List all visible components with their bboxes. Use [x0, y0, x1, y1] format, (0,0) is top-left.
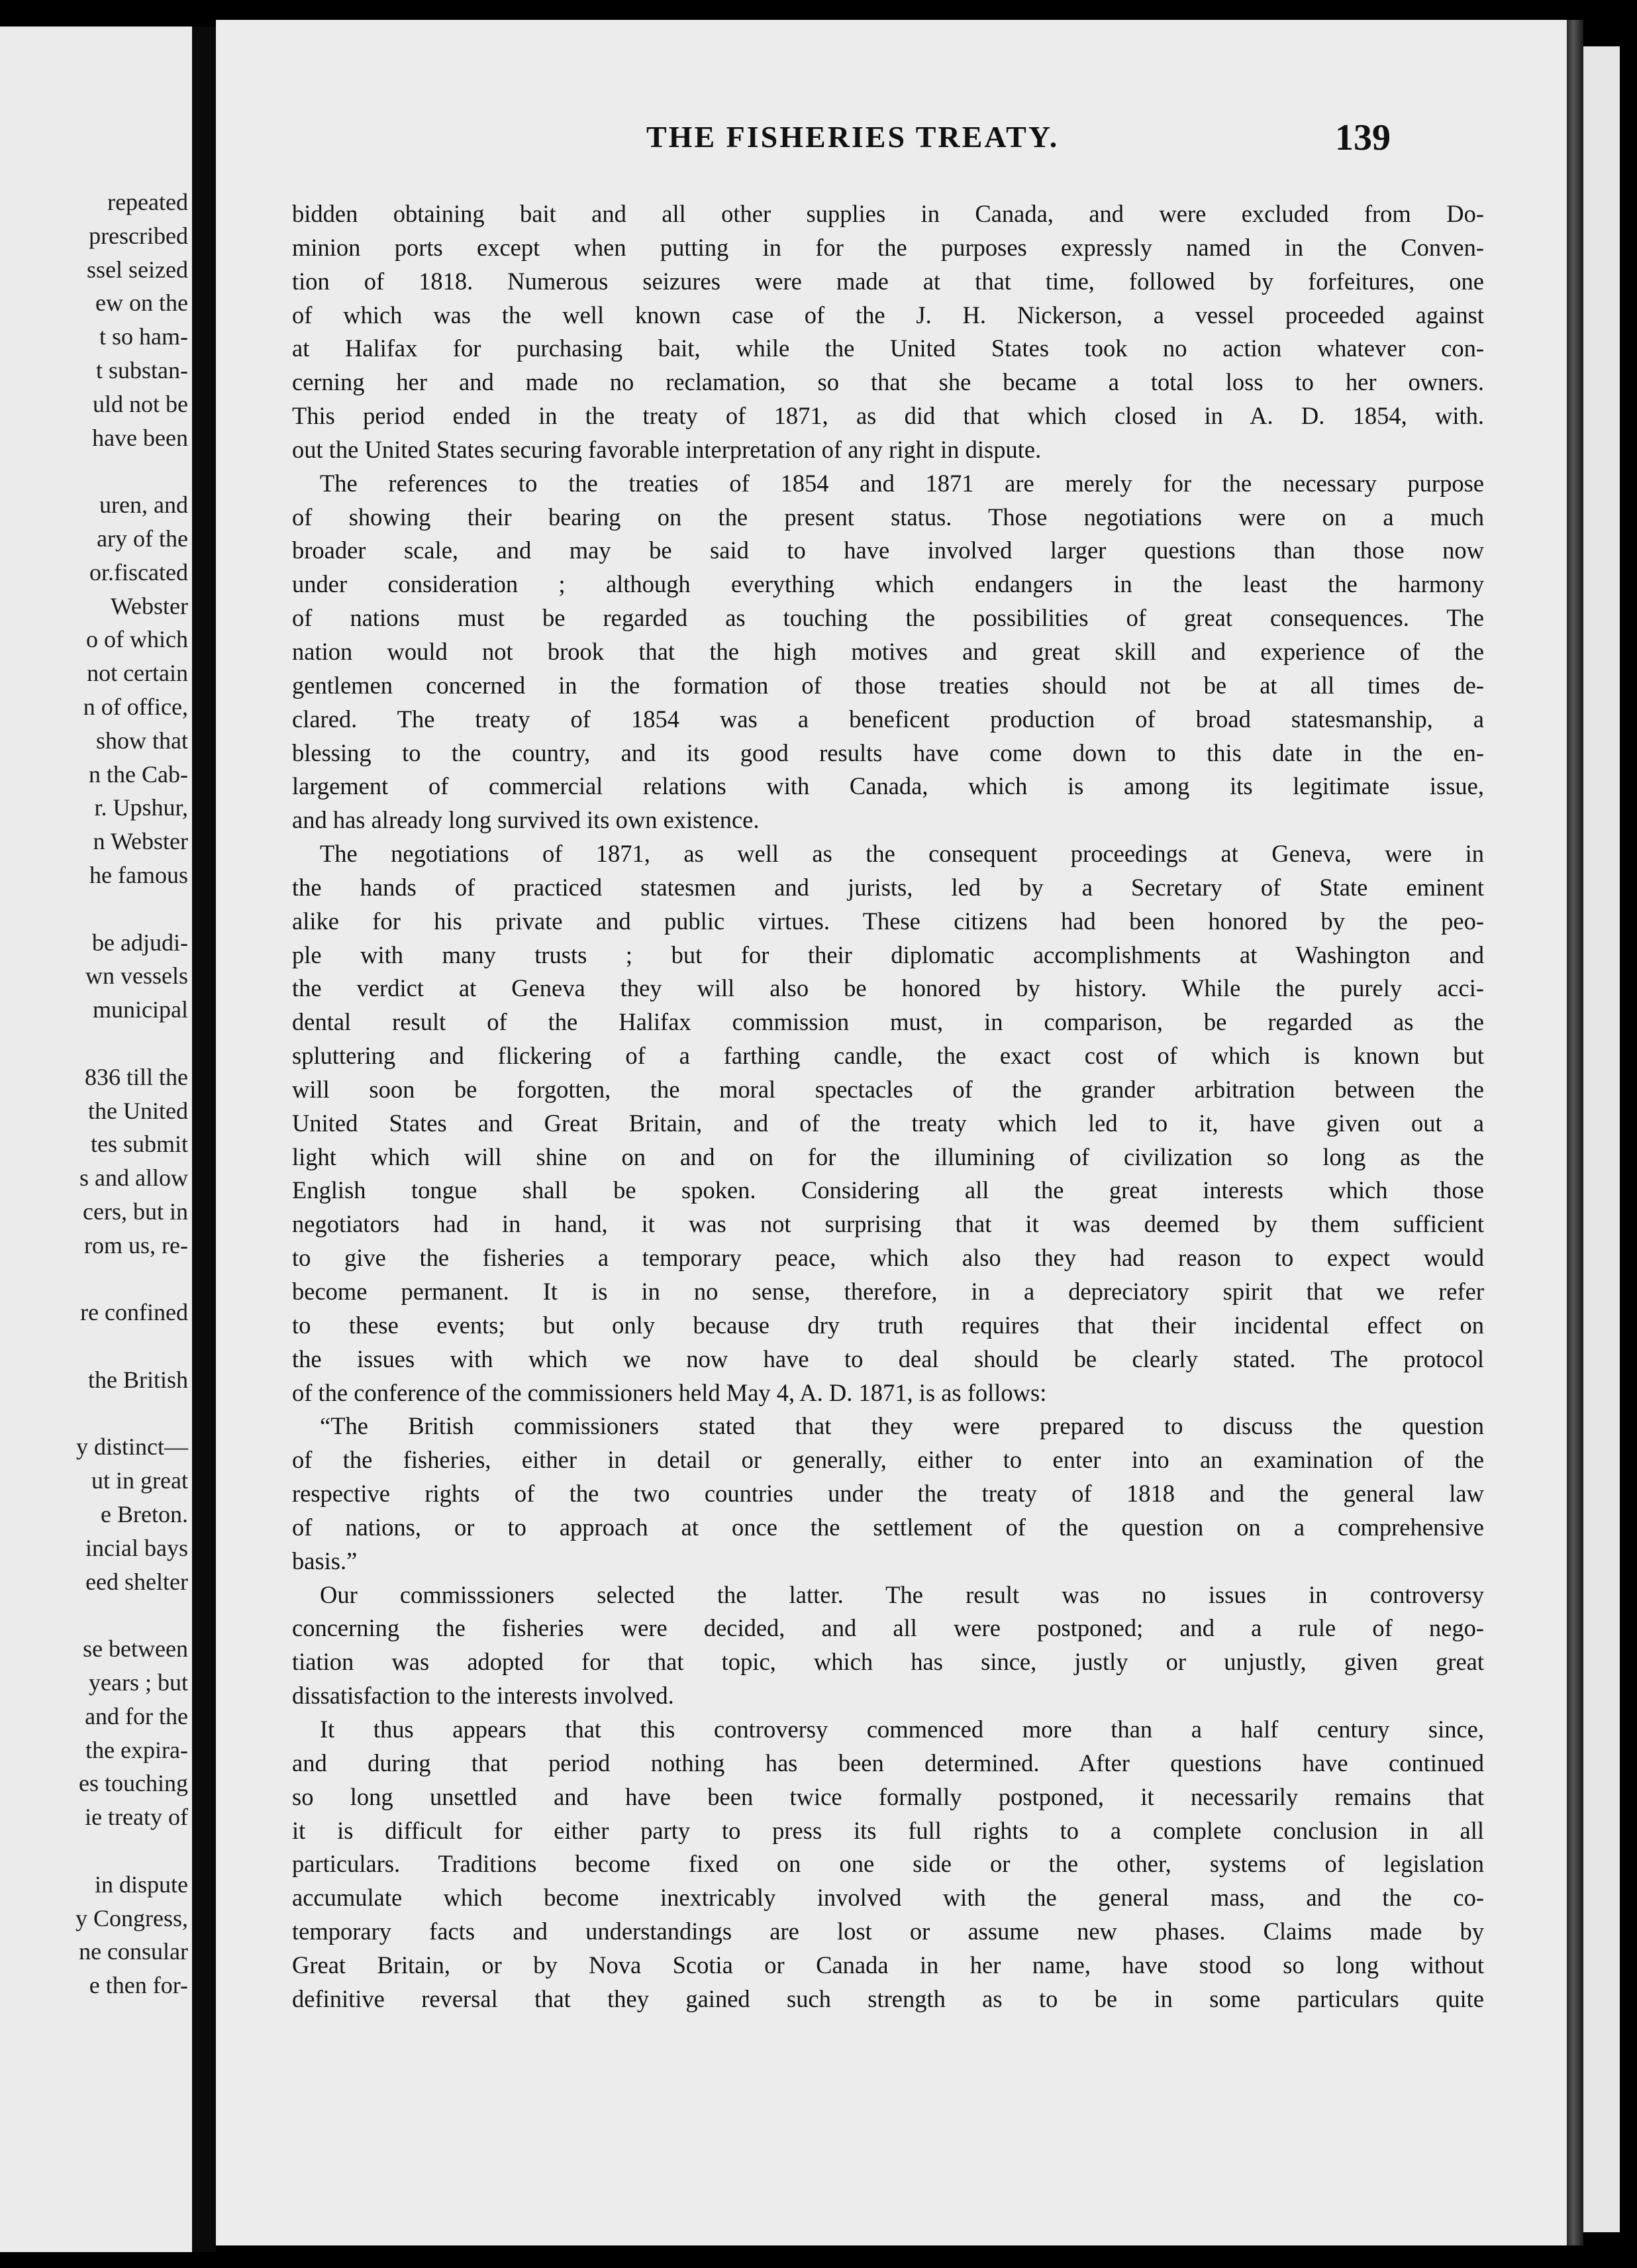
text-line: blessing to the country, and its good results have come down to this date in the en- [292, 739, 1484, 766]
left-page-line: show that [96, 727, 188, 754]
left-page-line: tes submit [90, 1131, 188, 1158]
text-line: under consideration ; although everything which endangers in the least the harmony [292, 570, 1484, 598]
left-page-line: y distinct— [76, 1433, 188, 1461]
left-page-line: y Congress, [75, 1904, 188, 1932]
main-page [216, 20, 1583, 2245]
left-page-line: years ; but [89, 1669, 188, 1696]
left-page-text [0, 185, 192, 2002]
left-page-line: the British [88, 1366, 188, 1393]
left-page-line: have been [92, 424, 188, 451]
left-page-line: he famous [89, 861, 188, 888]
text-line: the hands of practiced statesmen and jurists, led by a Secretary of State eminent [292, 873, 1484, 901]
left-page-line: in dispute [95, 1871, 188, 1898]
text-line: light which will shine on and on for the illumining of civilization so long as the [292, 1143, 1484, 1170]
left-page-line: r. Upshur, [94, 794, 188, 821]
left-page-line [0, 1834, 192, 1868]
left-page-line: Webster [110, 592, 188, 619]
text-line: of the conference of the commissioners held May 4, A. D. 1871, is as follows: [292, 1378, 1047, 1406]
left-page-line: o of which [86, 626, 188, 653]
text-line: of nations must be regarded as touching the possibilities of great consequences. The [292, 604, 1484, 632]
left-page-line: wn vessels [85, 962, 188, 990]
left-page-line: municipal [93, 996, 188, 1023]
text-line: clared. The treaty of 1854 was a beneficent production of broad statesmanship, a [292, 705, 1484, 733]
text-line: of the fisheries, either in detail or generally, either to enter into an examination of the [292, 1446, 1484, 1474]
text-line: become permanent. It is in no sense, therefore, in a depreciatory spirit that we refer [292, 1278, 1484, 1305]
left-facing-page [0, 26, 192, 2252]
left-page-line: the expira- [85, 1736, 188, 1763]
left-page-line: ssel seized [87, 256, 188, 283]
text-line: bidden obtaining bait and all other supplies in Canada, and were excluded from Do- [292, 200, 1484, 227]
text-line: concerning the fisheries were decided, and all were postponed; and a rule of nego- [292, 1614, 1484, 1642]
text-line: to give the fisheries a temporary peace, which also they had reason to expect would [292, 1244, 1484, 1272]
book-gutter [192, 26, 216, 2252]
left-page-line: uren, and [99, 491, 188, 519]
text-line: “The British commissioners stated that they were prepared to discuss the question [320, 1412, 1484, 1440]
text-line: largement of commercial relations with Canada, which is among its legitimate issue, [292, 772, 1484, 800]
page-header-title: THE FISHERIES TREATY. [646, 120, 1060, 154]
text-line: so long unsettled and have been twice formally postponed, it necessarily remains that [292, 1782, 1484, 1810]
text-line: Our commisssioners selected the latter. The result was no issues in controversy [320, 1580, 1484, 1608]
text-line: of showing their bearing on the present status. Those negotiations were on a much [292, 503, 1484, 531]
left-page-line: t substan- [96, 356, 188, 384]
left-page-line: e then for- [89, 1972, 188, 1999]
text-line: negotiators had in hand, it was not surprising that it was deemed by them sufficient [292, 1210, 1484, 1238]
left-page-line: s and allow [79, 1164, 188, 1192]
right-page-edge [1583, 46, 1620, 2232]
text-line: tion of 1818. Numerous seizures were made at that time, followed by forfeitures, one [292, 267, 1484, 295]
text-line: minion ports except when putting in for the purposes expressly named in the Conven- [292, 233, 1484, 261]
left-page-line: n the Cab- [89, 760, 188, 788]
text-line: broader scale, and may be said to have involved larger questions than those now [292, 537, 1484, 564]
text-line: tiation was adopted for that topic, which has since, justly or unjustly, given great [292, 1648, 1484, 1676]
text-line: The references to the treaties of 1854 and 1871 are merely for the necessary purpose [320, 469, 1484, 497]
left-page-line: n of office, [83, 693, 188, 720]
left-page-line [0, 1598, 192, 1632]
left-page-line: 836 till the [85, 1063, 188, 1090]
left-page-line: ne consular [79, 1938, 188, 1965]
left-page-line [0, 1329, 192, 1363]
text-line: out the United States securing favorable interpretation of any right in dispute. [292, 435, 1042, 463]
left-page-line: be adjudi- [92, 929, 188, 956]
text-line: Great Britain, or by Nova Scotia or Canada in her name, have stood so long without [292, 1951, 1484, 1979]
page-number: 139 [1335, 117, 1391, 158]
text-line: nation would not brook that the high motives and great skill and experience of the [292, 637, 1484, 665]
left-page-line: cers, but in [83, 1198, 188, 1225]
left-page-line: ary of the [97, 525, 188, 552]
left-page-line [0, 892, 192, 926]
left-page-line: or.fiscated [89, 558, 188, 586]
text-line: definitive reversal that they gained such strength as to be in some particulars quite [292, 1984, 1484, 2012]
left-page-line [0, 1027, 192, 1060]
text-line: It thus appears that this controversy commenced more than a half century since, [320, 1715, 1484, 1743]
left-page-line: not certain [87, 660, 188, 687]
body-text [292, 197, 1484, 2016]
left-page-line: the United [88, 1097, 188, 1124]
text-line: of which was the well known case of the J. H. Nickerson, a vessel proceeded against [292, 301, 1484, 329]
left-page-line: repeated [107, 189, 188, 215]
left-page-line: es touching [79, 1770, 188, 1797]
text-line: will soon be forgotten, the moral spectacles of the grander arbitration between the [292, 1075, 1484, 1103]
text-line: and during that period nothing has been determined. After questions have continued [292, 1749, 1484, 1777]
text-line: ple with many trusts ; but for their diplomatic accomplishments at Washington and [292, 941, 1484, 968]
text-line: at Halifax for purchasing bait, while the United States took no action whatever con- [292, 335, 1484, 362]
left-page-line: ut in great [91, 1467, 188, 1494]
left-page-line: uld not be [93, 390, 188, 417]
text-line: This period ended in the treaty of 1871, as did that which closed in A. D. 1854, with. [292, 402, 1484, 430]
text-line: basis.” [292, 1547, 358, 1574]
left-page-line [0, 454, 192, 488]
left-page-line: n Webster [93, 828, 188, 855]
text-line: alike for his private and public virtues. These citizens had been honored by the peo- [292, 907, 1484, 935]
text-line: accumulate which become inextricably involved with the general mass, and the co- [292, 1884, 1484, 1912]
left-page-line: t so ham- [99, 323, 188, 350]
left-page-line [0, 1263, 192, 1296]
text-line: the verdict at Geneva they will also be honored by history. While the purely acci- [292, 974, 1484, 1002]
text-line: temporary facts and understandings are lost or assume new phases. Claims made by [292, 1918, 1484, 1945]
running-head [216, 119, 1540, 166]
left-page-line: and for the [85, 1702, 188, 1729]
text-line: to these events; but only because dry truth requires that their incidental effect on [292, 1311, 1484, 1339]
text-line: dissatisfaction to the interests involved. [292, 1682, 674, 1710]
left-page-line [0, 1397, 192, 1431]
text-line: of nations, or to approach at once the settlement of the question on a comprehensive [292, 1513, 1484, 1541]
left-page-line: rom us, re- [84, 1231, 188, 1259]
text-line: and has already long survived its own existence. [292, 806, 760, 834]
text-line: the issues with which we now have to deal should be clearly stated. The protocol [292, 1345, 1484, 1372]
text-line: gentlemen concerned in the formation of those treaties should not be at all times de- [292, 671, 1484, 699]
text-line: respective rights of the two countries under the treaty of 1818 and the general law [292, 1480, 1484, 1508]
left-page-line: se between [83, 1635, 188, 1663]
text-line: it is difficult for either party to press its full rights to a complete conclusion in all [292, 1816, 1484, 1844]
text-line: The negotiations of 1871, as well as the consequent proceedings at Geneva, were in [320, 840, 1484, 868]
text-line: spluttering and flickering of a farthing candle, the exact cost of which is known but [292, 1042, 1484, 1070]
left-page-line: incial bays [85, 1534, 188, 1561]
text-line: dental result of the Halifax commission must, in comparison, be regarded as the [292, 1008, 1484, 1036]
left-page-line: prescribed [89, 222, 188, 249]
text-line: United States and Great Britain, and of the treaty which led to it, have given out a [292, 1109, 1484, 1137]
page-edge [1567, 20, 1583, 2245]
left-page-line: e Breton. [101, 1501, 188, 1528]
left-page-line: re confined [80, 1299, 188, 1326]
left-page-line: eed shelter [85, 1568, 188, 1595]
text-line: English tongue shall be spoken. Considering all the great interests which those [292, 1176, 1484, 1204]
left-page-line: ie treaty of [85, 1804, 188, 1831]
text-line: cerning her and made no reclamation, so that she became a total loss to her owners. [292, 368, 1484, 396]
left-page-line: ew on the [95, 289, 188, 317]
text-line: particulars. Traditions become fixed on one side or the other, systems of legislation [292, 1850, 1484, 1878]
